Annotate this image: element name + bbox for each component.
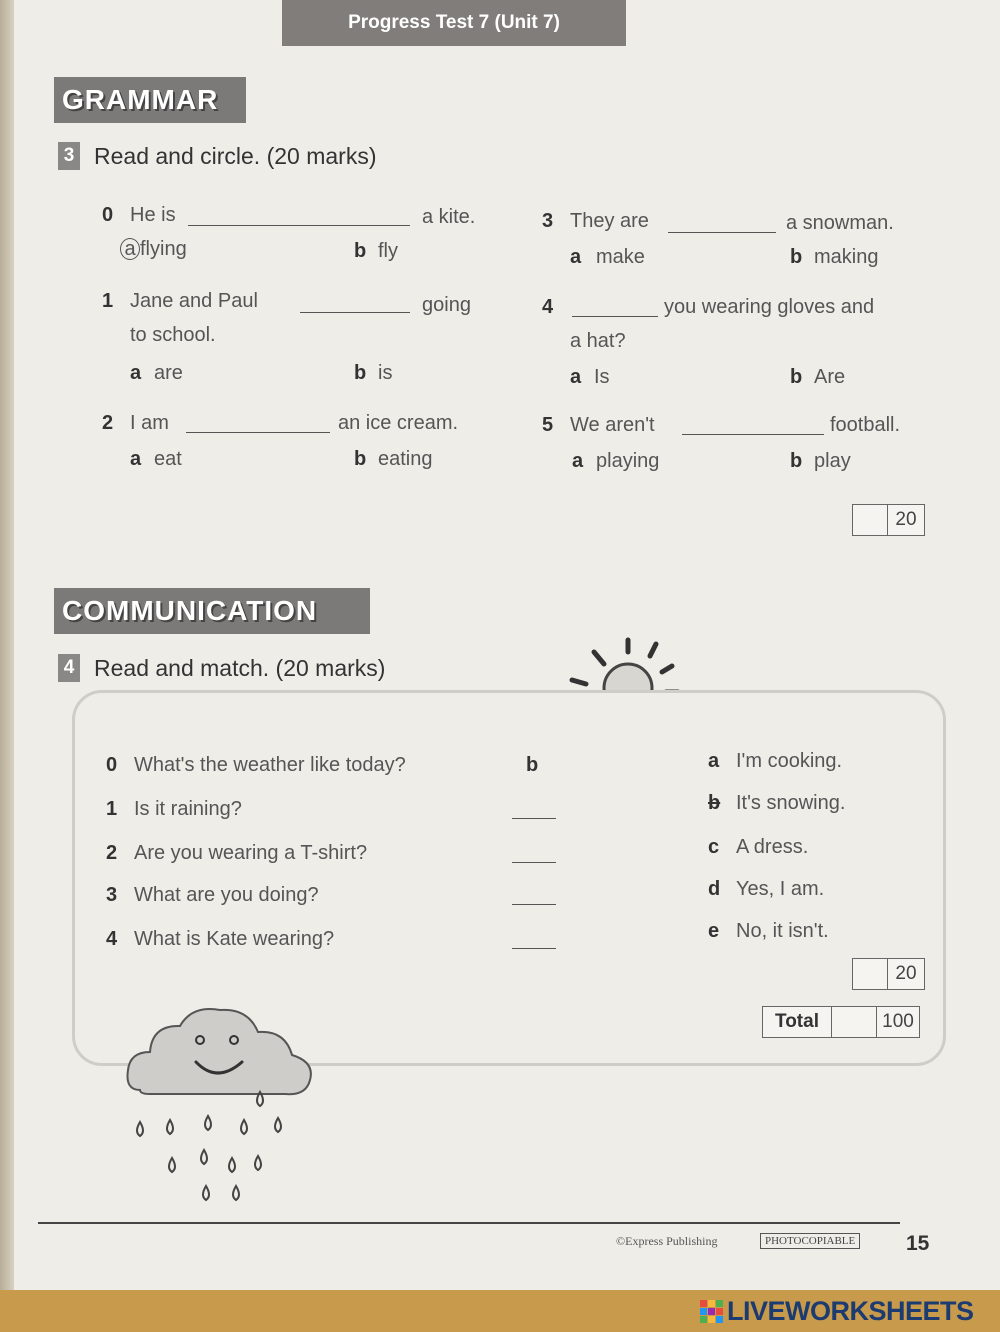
match-answer-blank[interactable] xyxy=(512,904,556,905)
option-a-letter: a xyxy=(570,366,582,388)
option-a-letter: a xyxy=(572,450,584,472)
option-b-letter: b xyxy=(790,246,803,268)
match-answer-blank[interactable] xyxy=(512,818,556,819)
question-text: What is Kate wearing? xyxy=(134,928,335,950)
item-text: a kite. xyxy=(422,206,476,228)
watermark-text: LIVEWORKSHEETS xyxy=(727,1296,974,1326)
grammar-task-heading xyxy=(58,142,377,170)
grammar-instruction: Read and circle. (20 marks) xyxy=(94,142,377,169)
total-score-box xyxy=(762,1006,920,1038)
option-b-letter: b xyxy=(790,366,803,388)
answer-blank[interactable] xyxy=(668,232,776,233)
item-text: going xyxy=(422,294,471,316)
option-a[interactable]: a flying xyxy=(120,238,187,261)
item-text: He is xyxy=(130,204,176,226)
item-number: 0 xyxy=(102,204,114,226)
option-b-letter: b xyxy=(354,362,367,384)
example-answer: b xyxy=(526,754,539,776)
item-text: to school. xyxy=(130,324,216,346)
item-text: a snowman. xyxy=(786,212,894,234)
grammar-score-box xyxy=(852,504,925,536)
answer-blank[interactable] xyxy=(300,312,410,313)
answer-text: No, it isn't. xyxy=(736,920,829,942)
book-spine xyxy=(0,0,14,1332)
circled-answer: a xyxy=(120,238,140,260)
option-a[interactable]: make xyxy=(596,246,645,268)
item-text: you wearing gloves and xyxy=(664,296,875,318)
item-number: 4 xyxy=(542,296,554,318)
option-a-letter: a xyxy=(130,362,142,384)
answer-text: It's snowing. xyxy=(736,792,846,814)
item-text: They are xyxy=(570,210,649,232)
question-text: Is it raining? xyxy=(134,798,242,820)
option-b[interactable]: fly xyxy=(378,240,398,262)
item-text: an ice cream. xyxy=(338,412,459,434)
answer-blank[interactable] xyxy=(682,434,824,435)
total-label: Total xyxy=(763,1007,832,1037)
grammar-section-title: GRAMMAR xyxy=(54,77,246,123)
item-number: 3 xyxy=(542,210,554,232)
total-max: 100 xyxy=(882,1011,914,1032)
answer-blank[interactable] xyxy=(186,432,330,433)
option-a[interactable]: playing xyxy=(596,450,660,472)
item-number: 2 xyxy=(102,412,114,434)
task-number-badge: 4 xyxy=(58,654,80,682)
liveworksheets-watermark xyxy=(700,1296,974,1327)
option-b[interactable]: is xyxy=(378,362,393,384)
item-text: a hat? xyxy=(570,330,626,352)
communication-section-title: COMMUNICATION xyxy=(54,588,370,634)
option-b-letter: b xyxy=(790,450,803,472)
rain-cloud-icon xyxy=(120,1000,320,1215)
option-b-letter: b xyxy=(354,240,367,262)
question-text: Are you wearing a T-shirt? xyxy=(134,842,368,864)
total-input[interactable] xyxy=(832,1007,877,1037)
communication-score-box xyxy=(852,958,925,990)
page-number: 15 xyxy=(906,1232,930,1255)
answer-blank[interactable] xyxy=(572,316,658,317)
question-number: 0 xyxy=(106,754,118,776)
item-text: Jane and Paul xyxy=(130,290,258,312)
question-number: 3 xyxy=(106,884,118,906)
option-a[interactable]: eat xyxy=(154,448,182,470)
footer-rule xyxy=(38,1222,900,1224)
answer-letter-used: b xyxy=(708,792,721,814)
answer-letter: c xyxy=(708,836,720,858)
question-number: 4 xyxy=(106,928,118,950)
answer-text: I'm cooking. xyxy=(736,750,843,772)
score-max: 20 xyxy=(895,509,917,530)
question-number: 2 xyxy=(106,842,118,864)
test-title: Progress Test 7 (Unit 7) xyxy=(282,0,626,46)
match-answer-blank[interactable] xyxy=(512,862,556,863)
item-text: football. xyxy=(830,414,901,436)
option-b[interactable]: Are xyxy=(814,366,846,388)
option-b[interactable]: play xyxy=(814,450,851,472)
score-input[interactable] xyxy=(853,959,888,989)
liveworksheets-logo-icon xyxy=(700,1300,723,1323)
publisher-credit: ©Express Publishing xyxy=(616,1234,718,1248)
task-number-badge: 3 xyxy=(58,142,80,170)
option-a-letter: a xyxy=(570,246,582,268)
score-input[interactable] xyxy=(853,505,888,535)
option-b[interactable]: eating xyxy=(378,448,433,470)
option-a-letter: a xyxy=(130,448,142,470)
communication-instruction: Read and match. (20 marks) xyxy=(94,654,386,681)
question-number: 1 xyxy=(106,798,118,820)
match-answer-blank[interactable] xyxy=(512,948,556,949)
score-max: 20 xyxy=(895,963,917,984)
item-text: We aren't xyxy=(570,414,655,436)
answer-text: A dress. xyxy=(736,836,809,858)
answer-letter: a xyxy=(708,750,720,772)
item-number: 1 xyxy=(102,290,114,312)
answer-letter: d xyxy=(708,878,721,900)
answer-text: Yes, I am. xyxy=(736,878,825,900)
photocopiable-label: PHOTOCOPIABLE xyxy=(760,1233,860,1249)
option-a[interactable]: Is xyxy=(594,366,610,388)
option-a[interactable]: are xyxy=(154,362,183,384)
item-text: I am xyxy=(130,412,169,434)
answer-blank[interactable] xyxy=(188,225,410,226)
question-text: What's the weather like today? xyxy=(134,754,406,776)
option-b-letter: b xyxy=(354,448,367,470)
option-b[interactable]: making xyxy=(814,246,879,268)
answer-letter: e xyxy=(708,920,720,942)
communication-task-heading xyxy=(58,654,385,682)
question-text: What are you doing? xyxy=(134,884,319,906)
item-number: 5 xyxy=(542,414,554,436)
